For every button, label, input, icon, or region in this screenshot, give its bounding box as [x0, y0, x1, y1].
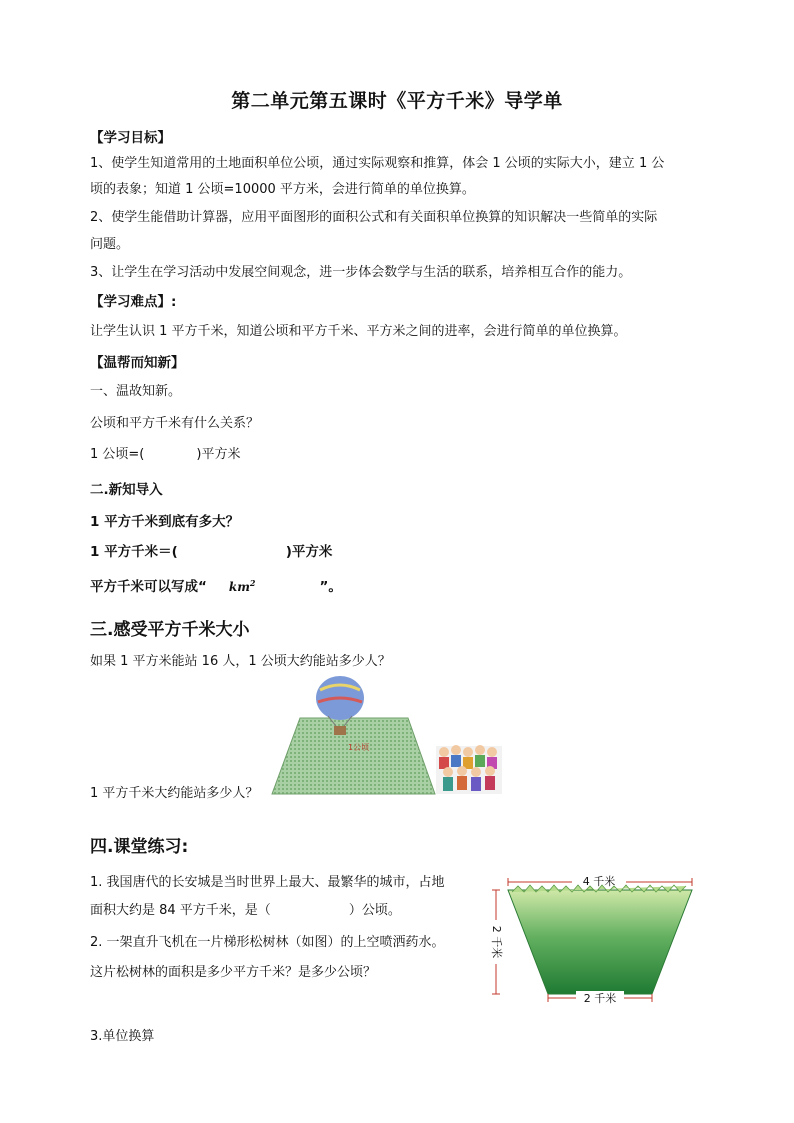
pine-forest-trapezoid: [508, 890, 692, 994]
objective-1-line-2: 顷的表象；知道 1 公顷=10000 平方米，会进行简单的单位换算。: [90, 182, 475, 197]
intro-fill-left: 1 平方千米＝(: [90, 544, 178, 560]
review-fill-left: 1 公顷=(: [90, 447, 145, 462]
hectare-field: [272, 718, 435, 794]
review-fill-right: )平方米: [196, 447, 241, 462]
objective-3: 3、让学生在学习活动中发展空间观念，进一步体会数学与生活的联系，培养相互合作的能力。: [90, 265, 632, 280]
practice-q1-left: 面积大约是 84 平方千米，是（: [90, 903, 271, 918]
bottom-length-label: 2 千米: [583, 992, 617, 1005]
intro-write-as: [90, 575, 342, 595]
review-heading: 【温帮而知新】: [90, 355, 185, 371]
feel-question-1: 如果 1 平方米能站 16 人，1 公顷大约能站多少人？: [90, 654, 391, 669]
review-fill-blank: [90, 445, 240, 465]
practice-q2-line-2: 这片松树林的面积是多少平方千米？是多少公顷？: [90, 965, 377, 980]
intro-write-right: ”。: [319, 579, 342, 595]
practice-q2-line-1: 2. 一架直升飞机在一片梯形松树林（如图）的上空喷洒药水。: [90, 935, 445, 950]
intro-fill-right: )平方米: [285, 544, 333, 560]
objective-2-line-2: 问题。: [90, 237, 130, 252]
hectare-label: 1公顷: [348, 743, 370, 752]
km2-unit: $km^2$: [228, 578, 256, 594]
difficulty-text: 让学生认识 1 平方千米，知道公顷和平方千米、平方米之间的进率，会进行简单的单位换算。: [90, 324, 627, 339]
hectare-illustration: [270, 676, 506, 800]
review-question: 公顷和平方千米有什么关系？: [90, 416, 260, 431]
objectives-heading: 【学习目标】: [90, 130, 171, 146]
practice-q1-line-2: [90, 901, 401, 921]
intro-write-left: 平方千米可以写成“: [90, 579, 207, 595]
crowd-of-people-icon: [436, 745, 502, 794]
practice-q1-right: ）公顷。: [348, 903, 401, 918]
feel-heading: 三.感受平方千米大小: [90, 620, 250, 640]
page-title: 第二单元第五课时《平方千米》导学单: [231, 90, 563, 112]
practice-q1-line-1: 1. 我国唐代的长安城是当时世界上最大、最繁华的城市，占地: [90, 875, 445, 890]
intro-question: 1 平方千米到底有多大？: [90, 514, 240, 530]
top-length-label: 4 千米: [582, 875, 616, 888]
intro-fill-blank: [90, 540, 332, 560]
trapezoid-forest-figure: [486, 866, 704, 1006]
intro-heading: 二.新知导入: [90, 482, 163, 498]
objective-1-line-1: 1、使学生知道常用的土地面积单位公顷，通过实际观察和推算，体会 1 公顷的实际大小，建立 1 公: [90, 156, 665, 171]
practice-q3: 3.单位换算: [90, 1029, 155, 1044]
difficulty-heading: 【学习难点】:: [90, 294, 177, 310]
objective-2-line-1: 2、使学生能借助计算器，应用平面图形的面积公式和有关面积单位换算的知识解决一些简单的实际: [90, 210, 658, 225]
side-height-label: 2 千米: [490, 925, 503, 959]
feel-question-2: 1 平方千米大约能站多少人？: [90, 786, 259, 801]
practice-heading: 四.课堂练习:: [90, 837, 189, 857]
review-subheading: 一、温故知新。: [90, 384, 182, 399]
